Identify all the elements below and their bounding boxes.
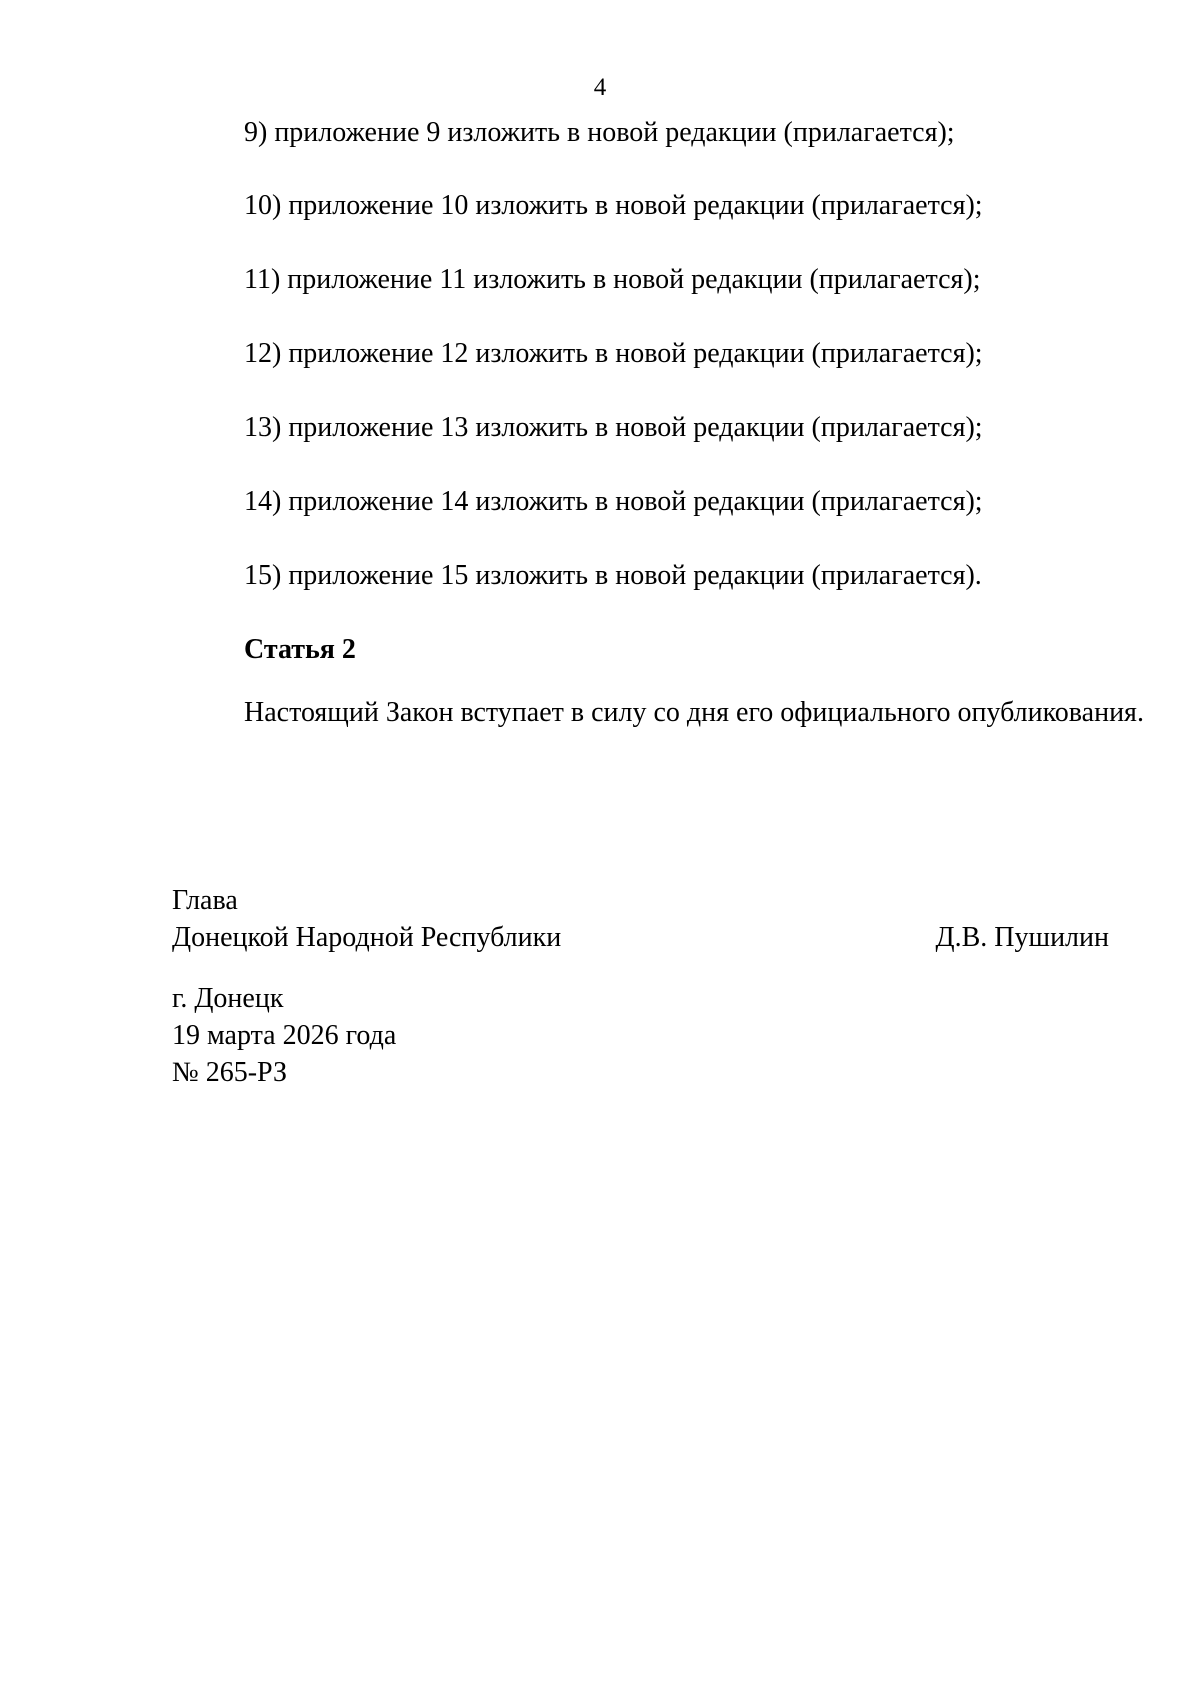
article-heading: Статья 2 — [244, 634, 356, 665]
issuance-date: 19 марта 2026 года — [172, 1020, 397, 1051]
list-item: 13) приложение 13 изложить в новой редакции (прилагается); — [244, 412, 983, 443]
issuance-city: г. Донецк — [172, 983, 284, 1014]
signatory-title: Глава — [172, 885, 238, 916]
list-item: 14) приложение 14 изложить в новой редакции (прилагается); — [244, 486, 983, 517]
signer-name: Д.В. Пушилин — [935, 922, 1109, 953]
list-item: 15) приложение 15 изложить в новой редакции (прилагается). — [244, 560, 982, 591]
page-number: 4 — [593, 74, 607, 101]
list-item: 12) приложение 12 изложить в новой редакции (прилагается); — [244, 338, 983, 369]
signatory-organization: Донецкой Народной Республики — [172, 922, 562, 953]
list-item: 10) приложение 10 изложить в новой редакции (прилагается); — [244, 190, 983, 221]
list-item: 9) приложение 9 изложить в новой редакции (прилагается); — [244, 117, 955, 148]
list-item: 11) приложение 11 изложить в новой редакции (прилагается); — [244, 264, 981, 295]
document-number: № 265-РЗ — [172, 1057, 287, 1088]
article-text: Настоящий Закон вступает в силу со дня его официального опубликования. — [244, 697, 1144, 728]
